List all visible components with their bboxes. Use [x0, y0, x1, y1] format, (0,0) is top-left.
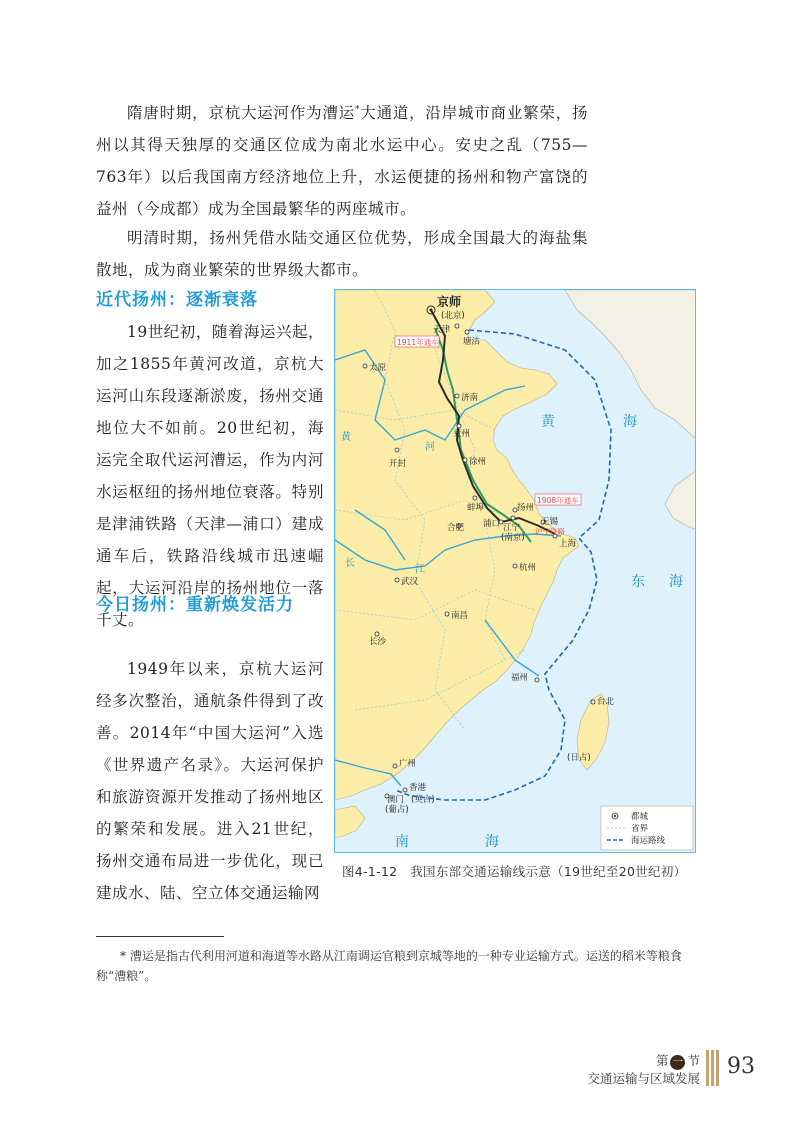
- city-tanggu: 塘沽: [463, 337, 481, 347]
- section-prefix: 第: [655, 1053, 669, 1068]
- paragraph-sui-tang-text-a: 隋唐时期，京杭大运河作为漕运: [127, 104, 355, 123]
- city-puzhan: (葡占): [385, 805, 409, 815]
- sea-nan-2: 海: [485, 834, 499, 850]
- city-yingzhan: (英占): [411, 795, 435, 805]
- rail-label-huning-group: [535, 494, 581, 505]
- city-xuzhou: 徐州: [469, 457, 487, 467]
- sea-dong-2: 海: [669, 574, 683, 590]
- section-title: 交通运输与区域发展: [587, 1071, 700, 1086]
- rail-label-huning: 1908年通车: [537, 496, 579, 505]
- sea-nan-1: 南: [395, 834, 409, 850]
- city-xianggang: 香港: [409, 783, 427, 793]
- rail-label-jinpu-group: [395, 336, 439, 347]
- sea-huang-2: 海: [623, 414, 637, 430]
- section-text-modern: 19世纪初，随着海运兴起，加之1855年黄河改道，京杭大运河山东段逐渐淤废，扬州交通地位大不如前。20世纪初，海运完全取代运河漕运，作为内河水运枢纽的扬州地位衰落。特别是津浦铁路（天津—浦口）建成通车后，铁路沿线城市迅速崛起，大运河沿岸的扬州地位一落千丈。: [96, 323, 324, 629]
- city-hangzhou: 杭州: [519, 563, 537, 573]
- footnote-marker: *: [355, 105, 360, 115]
- footer-chevron-icon: [706, 1050, 724, 1086]
- city-fuzhou: 福州: [511, 673, 529, 683]
- footnote-divider: [96, 936, 224, 937]
- section-heading-today: 今日扬州：重新焕发活力: [96, 595, 294, 615]
- city-taibei: 台北: [597, 697, 615, 707]
- city-guangzhou: 广州: [399, 759, 417, 769]
- paragraph-sui-tang: [96, 94, 588, 225]
- section-text-today: 1949年以来，京杭大运河经多次整治，通航条件得到了改善。2014年“中国大运河”入选《世界遗产名录》。大运河保护和旅游资源开发推动了扬州地区的繁荣和发展。进入21世纪，扬州交通布局进一步优化，现已建成水、陆、空立体交通运输网: [96, 660, 324, 902]
- sea-dong-1: 东: [631, 574, 645, 590]
- city-kaifeng: 开封: [389, 459, 407, 469]
- legend-sea-route: 海运路线: [631, 836, 666, 846]
- city-wuhan: 武汉: [401, 577, 419, 587]
- city-hefei: 合肥: [447, 523, 465, 533]
- section-number: 一: [670, 1055, 685, 1070]
- city-wuxi: 无锡: [541, 517, 559, 527]
- section-heading-modern: 近代扬州：逐渐衰落: [96, 290, 258, 310]
- sea-huang-1: 黄: [541, 414, 555, 430]
- rail-label-jinpu: 1911年通车: [397, 338, 439, 347]
- river-label-jiang: 江: [415, 564, 425, 575]
- city-yanzhou: 兖州: [453, 429, 471, 439]
- map-caption: 图4-1-12 我国东部交通运输线示意（19世纪至20世纪初）: [342, 864, 687, 879]
- city-aomen: 澳门: [387, 795, 405, 805]
- city-bengbu: 蚌埠: [467, 503, 485, 513]
- legend-capital: 都城: [631, 812, 649, 822]
- legend-province: 省界: [631, 824, 649, 834]
- map-svg: [335, 290, 696, 853]
- footnote: * 漕运是指古代利用河道和海道等水路从江南调运官粮到京城等地的一种专业运输方式。运送的稻米等粮食称“漕粮”。: [96, 949, 682, 983]
- river-label-chang: 长: [345, 558, 355, 569]
- city-pukou: 浦口: [483, 519, 501, 529]
- river-label-huang: 黄: [341, 432, 351, 443]
- city-shanghai: 上海: [559, 539, 577, 549]
- city-jinan: 济南: [461, 393, 479, 403]
- city-jingshi: 京师: [437, 295, 462, 309]
- river-label-he: 河: [425, 442, 435, 453]
- paragraph-sui-tang-text-b: 大通道，沿岸城市商业繁荣，扬州以其得天独厚的交通区位成为南北水运中心。安史之乱（755—763年）以后我国南方经济地位上升，水运便捷的扬州和物产富饶的益州（今成都）成为全国最繁华的两座城市。: [96, 104, 588, 219]
- transport-map: [334, 289, 696, 853]
- city-jiangning: 江宁: [503, 523, 521, 533]
- city-nanchang: 南昌: [451, 611, 469, 621]
- city-nanjing: (南京): [501, 533, 525, 543]
- rail-label-huninglu: 沪宁铁路: [535, 527, 565, 536]
- city-changsha: 长沙: [369, 637, 387, 647]
- map-legend: [601, 806, 693, 850]
- section-suffix: 节: [687, 1053, 700, 1068]
- city-yangzhou: 扬州: [517, 503, 535, 513]
- paragraph-ming-qing: 明清时期，扬州凭借水陆交通区位优势，形成全国最大的海盐集散地，成为商业繁荣的世界级大都市。: [96, 229, 588, 279]
- page-number: 93: [727, 1054, 755, 1079]
- city-tianjin: 天津: [433, 325, 451, 335]
- city-beijing: (北京): [441, 311, 465, 321]
- city-riri: (日占): [567, 753, 591, 763]
- section-label: [587, 1052, 700, 1087]
- city-taiyuan: 太原: [369, 363, 387, 373]
- section-id: [587, 1052, 700, 1070]
